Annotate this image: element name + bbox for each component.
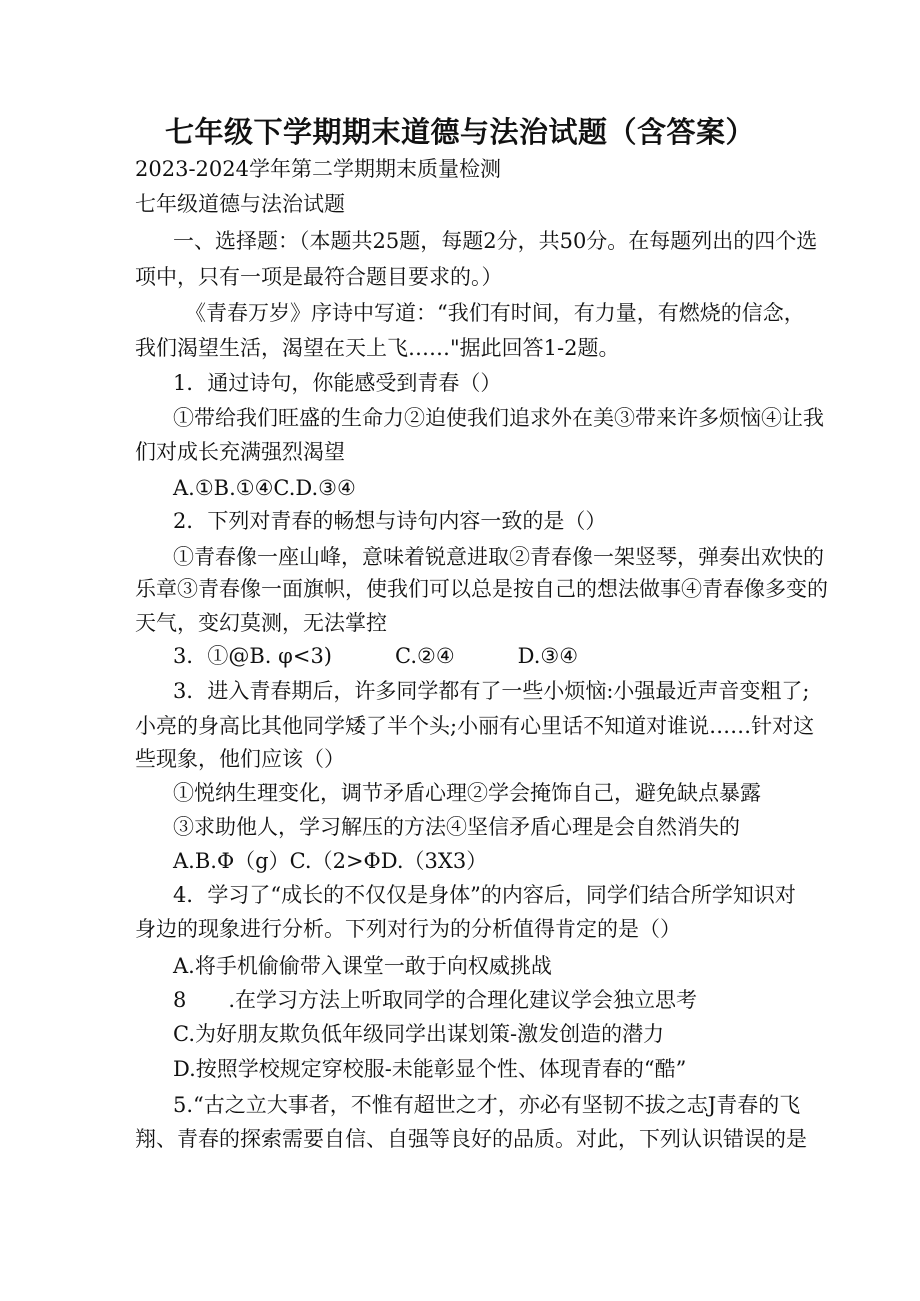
q1-stem: 1．通过诗句，你能感受到青春（） <box>173 371 502 395</box>
q4-option-c: C.为好朋友欺负低年级同学出谋划策-激发创造的潜力 <box>173 1022 665 1046</box>
q2-option-line: 乐章③青春像一面旗帜，使我们可以总是按自己的想法做事④青春像多变的 <box>135 577 828 601</box>
q3-stem-line: 小亮的身高比其他同学矮了半个头;小丽有心里话不知道对谁说……针对这 <box>135 714 815 738</box>
document-title: 七年级下学期期末道德与法治试题（含答案） <box>164 115 755 149</box>
q3-stem-line: 3．进入青春期后，许多同学都有了一些小烦恼:小强最近声音变粗了; <box>173 679 810 703</box>
exam-subject-line: 七年级道德与法治试题 <box>135 192 345 216</box>
q2-answer-choices: 3．①@B. φ<3) C.②④ D.③④ <box>173 644 579 668</box>
q1-option-line: 们对成长充满强烈渴望 <box>135 440 345 464</box>
q2-option-line: ①青春像一座山峰，意味着锐意进取②青春像一架竖琴，弹奏出欢快的 <box>173 545 824 569</box>
q3-stem-line: 些现象，他们应该（） <box>135 747 345 771</box>
intro-line-2: 我们渴望生活，渴望在天上飞……"据此回答1-2题。 <box>135 336 620 360</box>
q5-stem-line: 5.“古之立大事者，不惟有超世之才，亦必有坚韧不拔之志J青春的飞 <box>173 1093 801 1117</box>
section-heading-line-1: 一、选择题：（本题共25题，每题2分，共50分。在每题列出的四个选 <box>173 229 818 253</box>
q1-answer-choices: A.①B.①④C.D.③④ <box>173 476 356 500</box>
section-heading-line-2: 项中，只有一项是最符合题目要求的。） <box>135 265 503 289</box>
intro-line-1: 《青春万岁》序诗中写道：“我们有时间，有力量，有燃烧的信念， <box>185 301 805 325</box>
q3-option-line: ③求助他人，学习解压的方法④坚信矛盾心理是会自然消失的 <box>173 815 740 839</box>
q4-option-b: 8 .在学习方法上听取同学的合理化建议学会独立思考 <box>173 988 698 1012</box>
q4-option-a: A.将手机偷偷带入课堂一敢于向权威挑战 <box>173 954 552 978</box>
q4-stem-line: 身边的现象进行分析。下列对行为的分析值得肯定的是（） <box>135 917 681 941</box>
q3-option-line: ①悦纳生理变化，调节矛盾心理②学会掩饰自己，避免缺点暴露 <box>173 781 761 805</box>
q2-option-line: 天气，变幻莫测，无法掌控 <box>135 611 387 635</box>
q4-option-d: D.按照学校规定穿校服-未能彰显个性、体现青春的“酷” <box>173 1057 687 1081</box>
q4-stem-line: 4．学习了“成长的不仅仅是身体”的内容后，同学们结合所学知识对 <box>173 883 796 907</box>
q3-answer-choices: A.B.Φ（g）C.（2>ΦD.（3X3） <box>173 849 488 873</box>
exam-session-line: 2023-2024学年第二学期期末质量检测 <box>135 157 501 181</box>
q1-option-line: ①带给我们旺盛的生命力②迫使我们追求外在美③带来许多烦恼④让我 <box>173 406 824 430</box>
q5-stem-line: 翔、青春的探索需要自信、自强等良好的品质。对此，下列认识错误的是 <box>135 1127 807 1151</box>
q2-stem: 2．下列对青春的畅想与诗句内容一致的是（） <box>173 509 607 533</box>
